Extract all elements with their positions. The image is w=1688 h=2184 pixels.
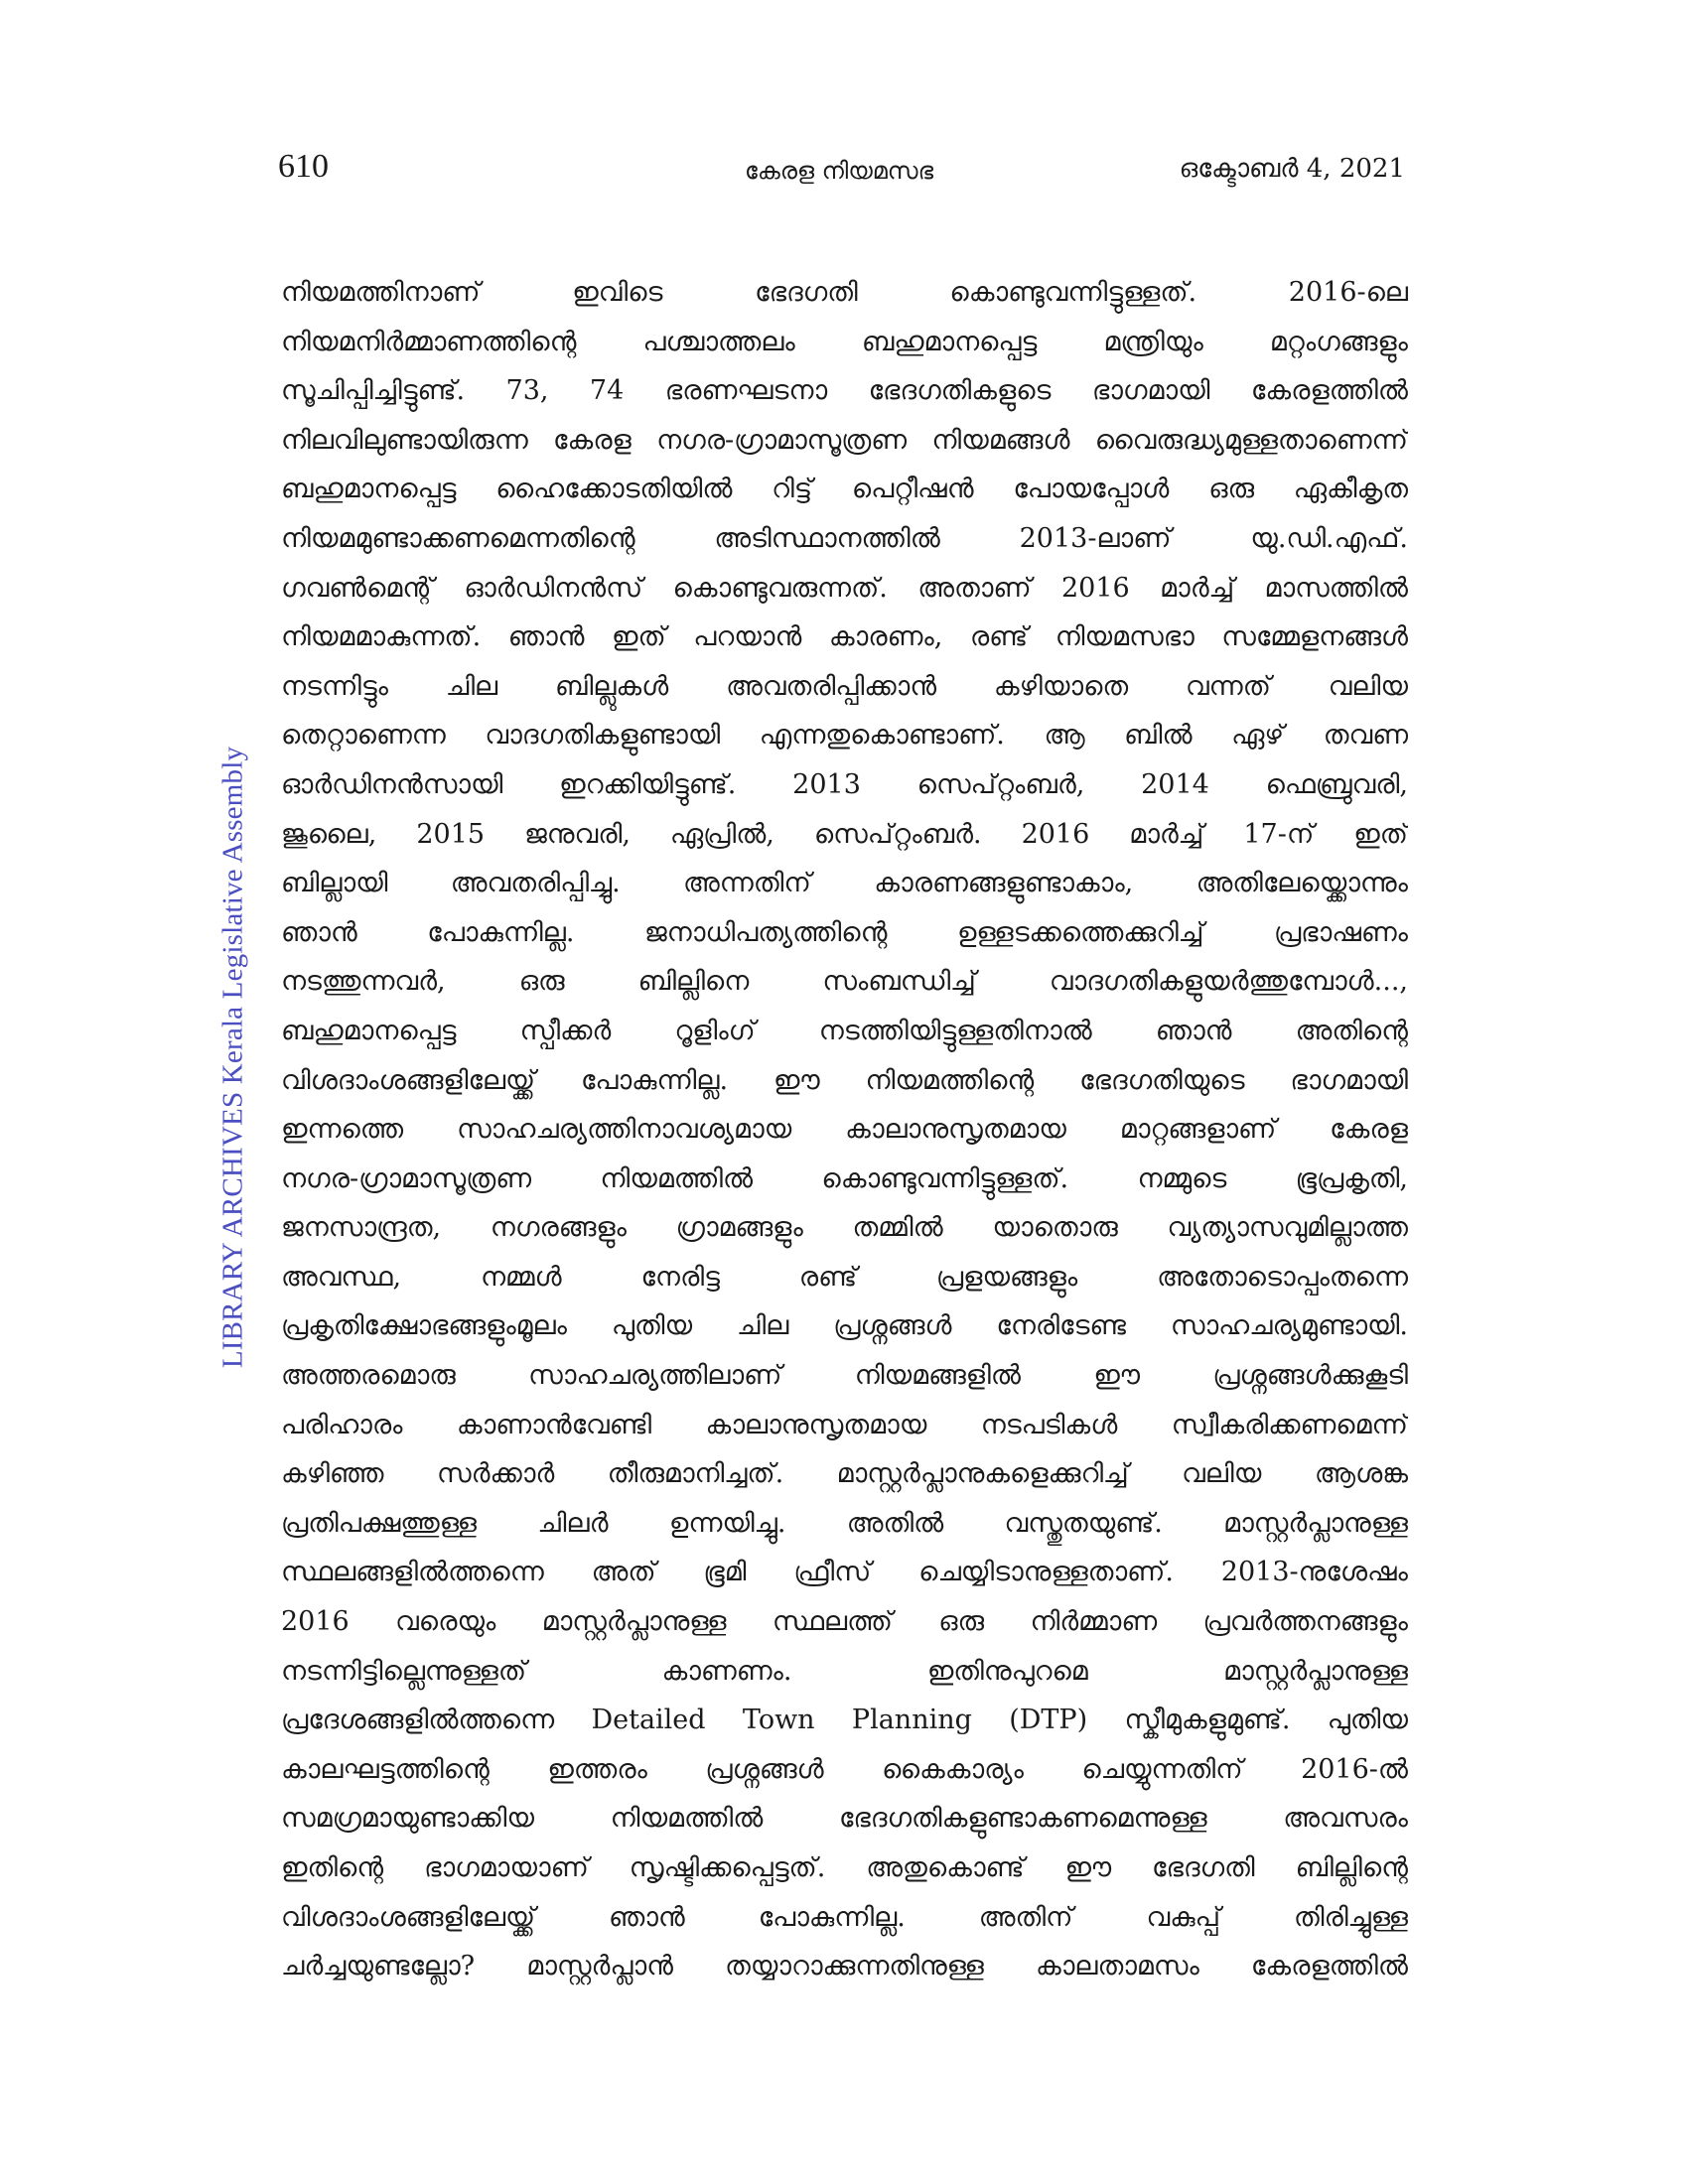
text-line: ജനസാന്ദ്രത, നഗരങ്ങളും ഗ്രാമങ്ങളും തമ്മിൽ യാതൊരു വ്യത്യാസവുമില്ലാത്ത (281, 1212, 1408, 1244)
body-text (281, 268, 1408, 1991)
text-line: നഗര-ഗ്രാമാസൂത്രണ നിയമത്തിൽ കൊണ്ടുവന്നിട്ടുള്ളത്. നമ്മുടെ ഭൂപ്രകൃതി, (281, 1162, 1408, 1194)
text-line: നിയമമാകുന്നത്. ഞാൻ ഇത് പറയാൻ കാരണം, രണ്ട് നിയമസഭാ സമ്മേളനങ്ങൾ (281, 621, 1408, 653)
text-line: നിയമമുണ്ടാക്കണമെന്നതിന്റെ അടിസ്ഥാനത്തിൽ 2013-ലാണ് യു.ഡി.എഫ്. (281, 522, 1408, 554)
archive-watermark-text: LIBRARY ARCHIVES Kerala Legislative Assembly (216, 746, 249, 1369)
text-line: ഞാൻ പോകുന്നില്ല. ജനാധിപത്യത്തിന്റെ ഉള്ളടക്കത്തെക്കുറിച്ച് പ്രഭാഷണം (281, 916, 1408, 948)
text-line: ഇന്നത്തെ സാഹചര്യത്തിനാവശ്യമായ കാലാനുസൃതമായ മാറ്റങ്ങളാണ് കേരള (281, 1114, 1408, 1146)
running-header-date: ഒക്ടോബർ 4, 2021 (1179, 154, 1405, 184)
text-line: വിശദാംശങ്ങളിലേയ്ക്ക് ഞാൻ പോകുന്നില്ല. അതിന് വകുപ്പ് തിരിച്ചുള്ള (281, 1901, 1408, 1933)
text-line: നടന്നിട്ടില്ലെന്നുള്ളത് കാണണം. ഇതിനുപുറമെ മാസ്റ്റർപ്ലാനുള്ള (281, 1655, 1408, 1687)
text-line: ഇതിന്റെ ഭാഗമായാണ് സൃഷ്ടിക്കപ്പെട്ടത്. അതുകൊണ്ട് ഈ ഭേദഗതി ബില്ലിന്റെ (281, 1852, 1408, 1883)
text-line: പ്രതിപക്ഷത്തുള്ള ചിലർ ഉന്നയിച്ചു. അതിൽ വസ്തുതയുണ്ട്. മാസ്റ്റർപ്ലാനുള്ള (281, 1507, 1408, 1539)
running-header-title: കേരള നിയമസഭ (745, 157, 934, 185)
text-line: തെറ്റാണെന്ന വാദഗതികളുണ്ടായി എന്നതുകൊണ്ടാണ്. ആ ബിൽ ഏഴ് തവണ (281, 720, 1408, 751)
text-line: നിലവിലുണ്ടായിരുന്ന കേരള നഗര-ഗ്രാമാസൂത്രണ നിയമങ്ങൾ വൈരുദ്ധ്യമുള്ളതാണെന്ന് (281, 424, 1408, 456)
text-line: ബഹുമാനപ്പെട്ട സ്പീക്കർ റൂളിംഗ് നടത്തിയിട്ടുള്ളതിനാൽ ഞാൻ അതിന്റെ (281, 1015, 1408, 1046)
text-line: ബഹുമാനപ്പെട്ട ഹൈക്കോടതിയിൽ റിട്ട് പെറ്റീഷൻ പോയപ്പോൾ ഒരു ഏകീകൃത (281, 474, 1408, 505)
text-line: ചർച്ചയുണ്ടല്ലോ? മാസ്റ്റർപ്ലാൻ തയ്യാറാക്കുന്നതിനുള്ള കാലതാമസം കേരളത്തിൽ (281, 1951, 1408, 1982)
text-line: നടന്നിട്ടും ചില ബില്ലുകൾ അവതരിപ്പിക്കാൻ കഴിയാതെ വന്നത് വലിയ (281, 670, 1408, 702)
text-line: നിയമനിർമ്മാണത്തിന്റെ പശ്ചാത്തലം ബഹുമാനപ്പെട്ട മന്ത്രിയും മറ്റംഗങ്ങളും (281, 326, 1408, 357)
text-line: സമഗ്രമായുണ്ടാക്കിയ നിയമത്തിൽ ഭേദഗതികളുണ്ടാകണമെന്നുള്ള അവസരം (281, 1803, 1408, 1835)
text-line: പ്രകൃതിക്ഷോഭങ്ങളുംമൂലം പുതിയ ചില പ്രശ്നങ്ങൾ നേരിടേണ്ട സാഹചര്യമുണ്ടായി. (281, 1310, 1408, 1342)
text-line: സൂചിപ്പിച്ചിട്ടുണ്ട്. 73, 74 ഭരണഘടനാ ഭേദഗതികളുടെ ഭാഗമായി കേരളത്തിൽ (281, 375, 1408, 407)
text-line: കാലഘട്ടത്തിന്റെ ഇത്തരം പ്രശ്നങ്ങൾ കൈകാര്യം ചെയ്യുന്നതിന് 2016-ൽ (281, 1753, 1408, 1785)
text-line: അത്തരമൊരു സാഹചര്യത്തിലാണ് നിയമങ്ങളിൽ ഈ പ്രശ്നങ്ങൾക്കുകൂടി (281, 1360, 1408, 1392)
text-line: പ്രദേശങ്ങളിൽത്തന്നെ Detailed Town Planning (DTP) സ്കീമുകളുമുണ്ട്. പുതിയ (281, 1705, 1408, 1736)
text-line: ഓർഡിനൻസായി ഇറക്കിയിട്ടുണ്ട്. 2013 സെപ്റ്റംബർ, 2014 ഫെബ്രുവരി, (281, 768, 1408, 800)
text-line: കഴിഞ്ഞ സർക്കാർ തീരുമാനിച്ചത്. മാസ്റ്റർപ്ലാനുകളെക്കുറിച്ച് വലിയ ആശങ്ക (281, 1458, 1408, 1490)
text-line: പരിഹാരം കാണാൻവേണ്ടി കാലാനുസൃതമായ നടപടികൾ സ്വീകരിക്കണമെന്ന് (281, 1409, 1408, 1440)
text-line: നിയമത്തിനാണ് ഇവിടെ ഭേദഗതി കൊണ്ടുവന്നിട്ടുള്ളത്. 2016-ലെ (281, 277, 1408, 308)
text-line: ജൂലൈ, 2015 ജനുവരി, ഏപ്രിൽ, സെപ്റ്റംബർ. 2016 മാർച്ച് 17-ന് ഇത് (281, 818, 1408, 850)
text-line: വിശദാംശങ്ങളിലേയ്ക്ക് പോകുന്നില്ല. ഈ നിയമത്തിന്റെ ഭേദഗതിയുടെ ഭാഗമായി (281, 1064, 1408, 1096)
text-line: നടത്തുന്നവർ, ഒരു ബില്ലിനെ സംബന്ധിച്ച് വാദഗതികളുയർത്തുമ്പോൾ..., (281, 966, 1408, 998)
page-number: 610 (278, 148, 329, 185)
text-line: ഗവൺമെന്റ് ഓർഡിനൻസ് കൊണ്ടുവരുന്നത്. അതാണ് 2016 മാർച്ച് മാസത്തിൽ (281, 572, 1408, 604)
text-line: അവസ്ഥ, നമ്മൾ നേരിട്ട രണ്ട് പ്രളയങ്ങളും അതോടൊപ്പംതന്നെ (281, 1261, 1408, 1293)
text-line: 2016 വരെയും മാസ്റ്റർപ്ലാനുള്ള സ്ഥലത്ത് ഒരു നിർമ്മാണ പ്രവർത്തനങ്ങളും (281, 1606, 1408, 1638)
text-line: ബില്ലായി അവതരിപ്പിച്ചു. അന്നതിന് കാരണങ്ങളുണ്ടാകാം, അതിലേയ്ക്കൊന്നും (281, 868, 1408, 899)
text-line: സ്ഥലങ്ങളിൽത്തന്നെ അത് ഭൂമി ഫ്രീസ് ചെയ്യിടാനുള്ളതാണ്. 2013-നുശേഷം (281, 1557, 1408, 1588)
